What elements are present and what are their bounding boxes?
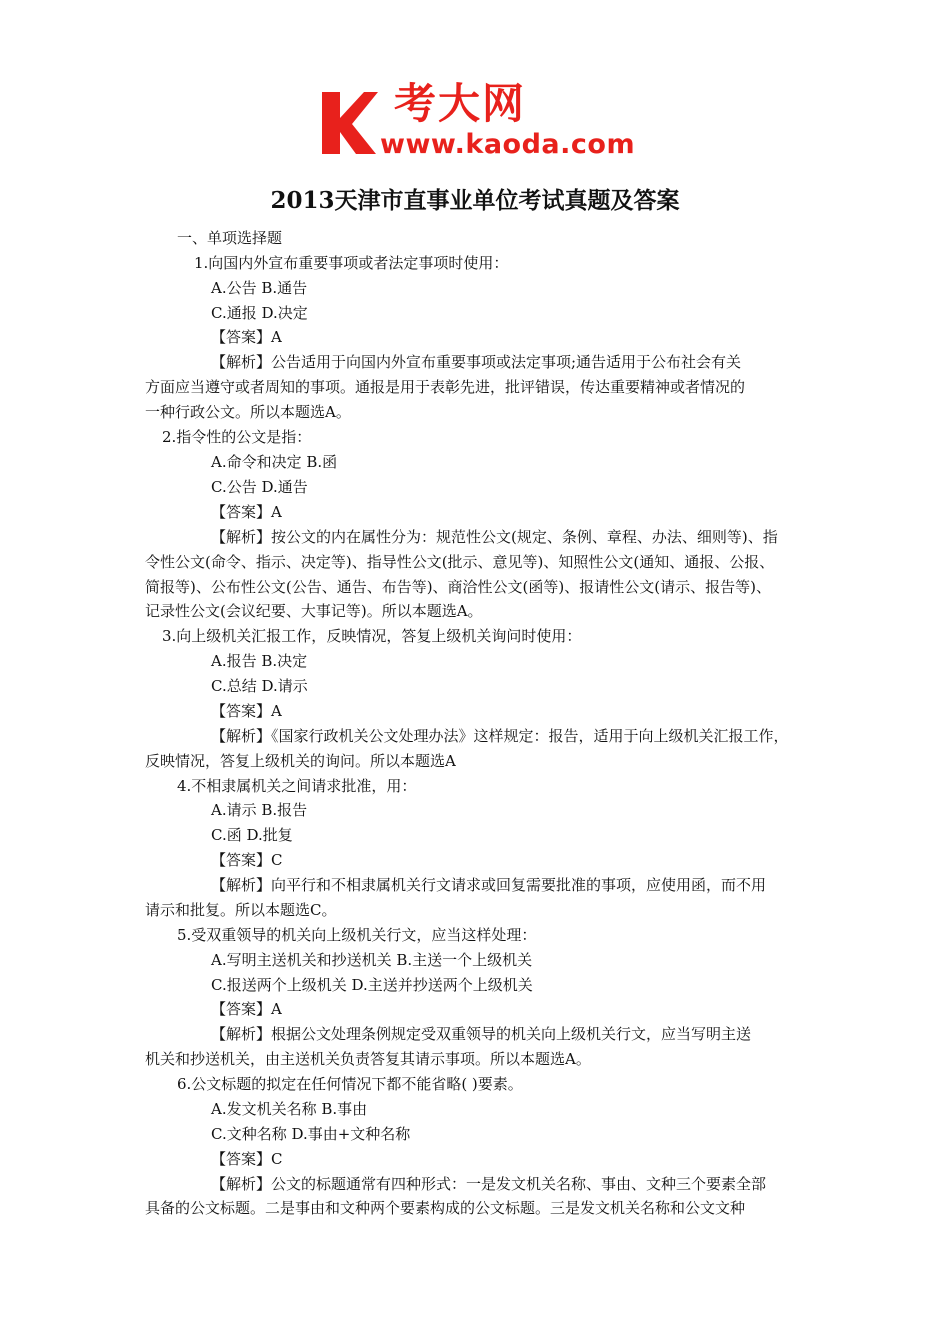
question-stem: 2.指令性的公文是指： bbox=[162, 428, 312, 446]
answer-line: 【答案】C bbox=[211, 1150, 283, 1168]
question-option: A.报告 B.决定 bbox=[211, 652, 308, 670]
answer-line: 【答案】A bbox=[211, 328, 282, 346]
answer-line: 【答案】A bbox=[211, 503, 282, 521]
question-stem: 4.不相隶属机关之间请求批准，用： bbox=[177, 777, 417, 795]
analysis-text: 【解析】公文的标题通常有四种形式：一是发文机关名称、事由、文种三个要素全部 bbox=[211, 1175, 767, 1193]
analysis-text: 具备的公文标题。二是事由和文种两个要素构成的公文标题。三是发文机关名称和公文文种 bbox=[145, 1199, 746, 1217]
analysis-text: 【解析】《国家行政机关公文处理办法》这样规定：报告，适用于向上级机关汇报工作， bbox=[211, 727, 789, 745]
analysis-text: 反映情况，答复上级机关的询问。所以本题选A bbox=[145, 752, 456, 770]
answer-line: 【答案】A bbox=[211, 1000, 282, 1018]
question-stem: 1.向国内外宣布重要事项或者法定事项时使用： bbox=[194, 254, 509, 272]
analysis-text: 简报等)、公布性公文(公告、通告、布告等)、商洽性公文(函等)、报请性公文(请示、报告等)、 bbox=[145, 578, 771, 596]
analysis-text: 【解析】按公文的内在属性分为：规范性公文(规定、条例、章程、办法、细则等)、指 bbox=[211, 528, 778, 546]
question-option: C.通报 D.决定 bbox=[211, 304, 308, 322]
question-option: C.报送两个上级机关 D.主送并抄送两个上级机关 bbox=[211, 976, 533, 994]
question-option: A.写明主送机关和抄送机关 B.主送一个上级机关 bbox=[211, 951, 533, 969]
question-option: A.公告 B.通告 bbox=[211, 279, 308, 297]
question-option: C.文种名称 D.事由+文种名称 bbox=[211, 1125, 411, 1143]
kaoda-logo bbox=[318, 79, 638, 164]
question-stem: 6.公文标题的拟定在任何情况下都不能省略( )要素。 bbox=[177, 1075, 523, 1093]
logo-chinese-text: 考大网 bbox=[394, 79, 527, 128]
analysis-text: 请示和批复。所以本题选C。 bbox=[145, 901, 337, 919]
question-option: A.发文机关名称 B.事由 bbox=[211, 1100, 368, 1118]
analysis-text: 【解析】公告适用于向国内外宣布重要事项或法定事项;通告适用于公布社会有关 bbox=[211, 353, 742, 371]
analysis-text: 记录性公文(会议纪要、大事记等)。所以本题选A。 bbox=[145, 602, 483, 620]
question-stem: 5.受双重领导的机关向上级机关行文，应当这样处理： bbox=[177, 926, 537, 944]
question-option: C.总结 D.请示 bbox=[211, 677, 308, 695]
analysis-text: 【解析】根据公文处理条例规定受双重领导的机关向上级机关行文，应当写明主送 bbox=[211, 1025, 752, 1043]
answer-line: 【答案】A bbox=[211, 702, 282, 720]
question-option: A.命令和决定 B.函 bbox=[211, 453, 338, 471]
question-option: C.公告 D.通告 bbox=[211, 478, 308, 496]
question-option: A.请示 B.报告 bbox=[211, 801, 308, 819]
question-option: C.函 D.批复 bbox=[211, 826, 293, 844]
analysis-text: 方面应当遵守或者周知的事项。通报是用于表彰先进，批评错误，传达重要精神或者情况的 bbox=[145, 378, 746, 396]
analysis-text: 一种行政公文。所以本题选A。 bbox=[145, 403, 351, 421]
document-title: 2013天津市直事业单位考试真题及答案 bbox=[270, 187, 680, 214]
section-heading: 一、单项选择题 bbox=[177, 229, 283, 247]
logo-url-text: www.kaoda.com bbox=[380, 129, 636, 160]
question-stem: 3.向上级机关汇报工作，反映情况，答复上级机关询问时使用： bbox=[162, 627, 582, 645]
k-logo-icon bbox=[318, 88, 380, 158]
answer-line: 【答案】C bbox=[211, 851, 283, 869]
analysis-text: 令性公文(命令、指示、决定等)、指导性公文(批示、意见等)、知照性公文(通知、通报、公报、 bbox=[145, 553, 775, 571]
analysis-text: 机关和抄送机关，由主送机关负责答复其请示事项。所以本题选A。 bbox=[145, 1050, 591, 1068]
analysis-text: 【解析】向平行和不相隶属机关行文请求或回复需要批准的事项，应使用函，而不用 bbox=[211, 876, 767, 894]
